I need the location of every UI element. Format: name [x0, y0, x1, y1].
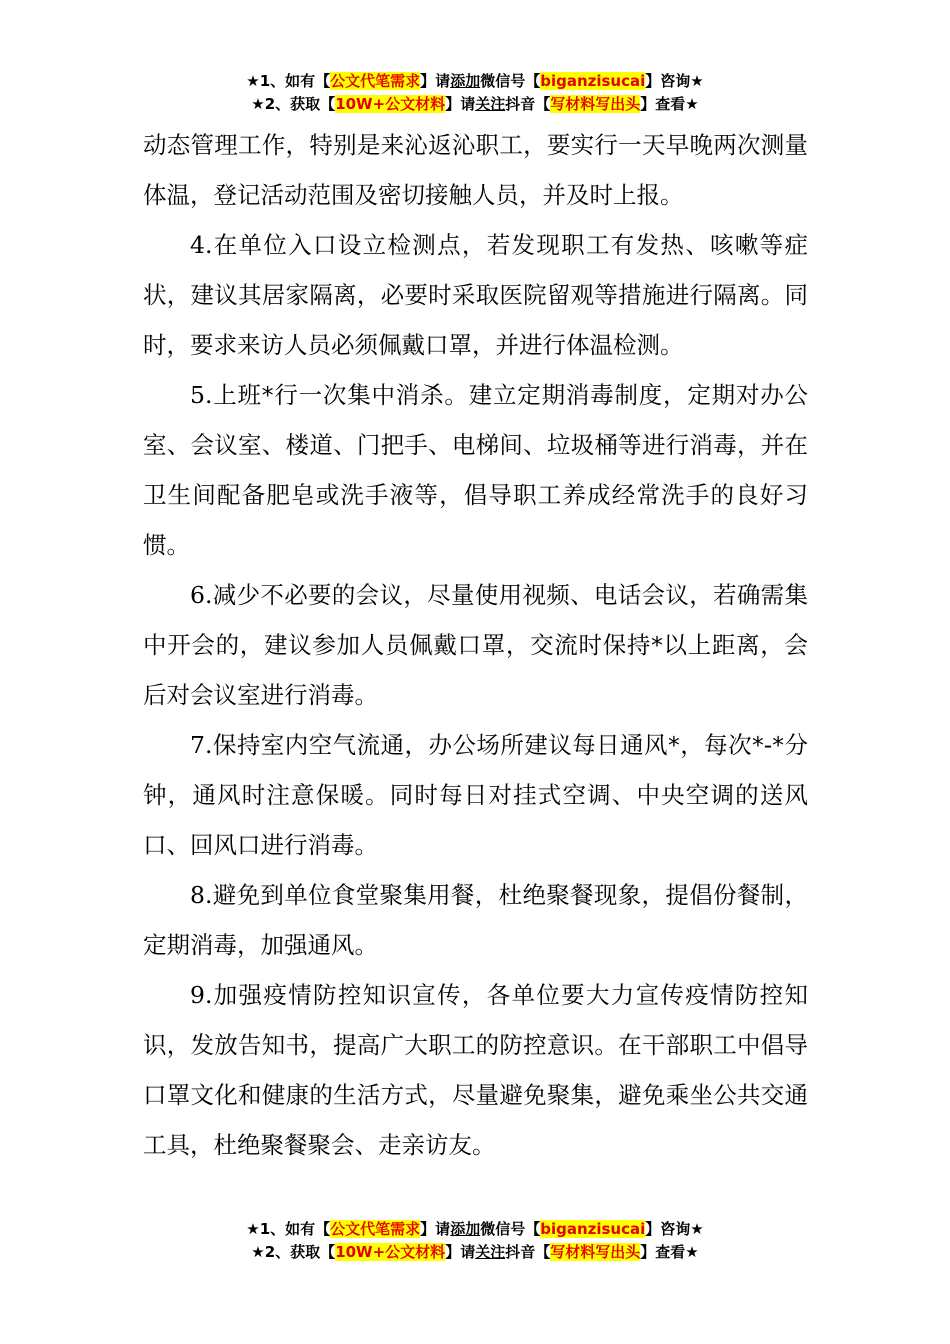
banner-text: 】请 [445, 1243, 476, 1261]
banner-underlined-text: 添加 [450, 1220, 481, 1238]
item-text: 保持室内空气流通，办公场所建议每日通风*，每次*-*分钟，通风时注意保暖。同时每日对挂式空调、中央空调的送风口、回风口进行消毒。 [143, 731, 808, 859]
banner-text: 微信号【 [480, 1220, 541, 1238]
header-banner-line-1 [0, 70, 950, 92]
paragraph-item-4 [143, 220, 808, 370]
document-body [143, 120, 808, 1170]
item-text: 上班*行一次集中消杀。建立定期消毒制度，定期对办公室、会议室、楼道、门把手、电梯间、垃圾桶等进行消毒，并在卫生间配备肥皂或洗手液等，倡导职工养成经常洗手的良好习惯。 [143, 381, 808, 559]
item-number: 9. [190, 981, 213, 1009]
banner-suffix: 】查看★ [640, 95, 699, 113]
banner-underlined-text: 关注 [475, 1243, 506, 1261]
banner-highlight-account: 写材料写出头 [550, 1243, 641, 1261]
item-number: 5. [190, 381, 213, 409]
banner-highlight-wechat-id: biganzisucai [540, 72, 646, 90]
banner-prefix: ★1、如有【 [246, 72, 331, 90]
banner-highlight-service: 公文代笔需求 [330, 72, 421, 90]
paragraph-item-8 [143, 870, 808, 970]
banner-suffix: 】咨询★ [645, 1220, 704, 1238]
footer-banner-line-2 [0, 1241, 950, 1263]
banner-prefix: ★1、如有【 [246, 1220, 331, 1238]
item-text: 加强疫情防控知识宣传，各单位要大力宣传疫情防控知识，发放告知书，提高广大职工的防控意识。在干部职工中倡导口罩文化和健康的生活方式，尽量避免聚集，避免乘坐公共交通工具，杜绝聚餐聚会、走亲访友。 [143, 981, 808, 1159]
item-number: 7. [190, 731, 213, 759]
banner-highlight-materials: 10W+公文材料 [335, 95, 446, 113]
banner-text: 】请 [445, 95, 476, 113]
item-number: 8. [190, 881, 213, 909]
item-text: 减少不必要的会议，尽量使用视频、电话会议，若确需集中开会的，建议参加人员佩戴口罩，交流时保持*以上距离，会后对会议室进行消毒。 [143, 581, 808, 709]
paragraph-continued: 动态管理工作，特别是来沁返沁职工，要实行一天早晚两次测量体温，登记活动范围及密切接触人员，并及时上报。 [143, 131, 808, 209]
banner-prefix: ★2、获取【 [251, 1243, 336, 1261]
banner-highlight-account: 写材料写出头 [550, 95, 641, 113]
header-banner-line-2 [0, 93, 950, 115]
banner-underlined-text: 关注 [475, 95, 506, 113]
banner-text: 微信号【 [480, 72, 541, 90]
banner-text: 抖音【 [505, 95, 551, 113]
item-text: 避免到单位食堂聚集用餐，杜绝聚餐现象，提倡份餐制，定期消毒，加强通风。 [143, 881, 808, 959]
item-text: 在单位入口设立检测点，若发现职工有发热、咳嗽等症状，建议其居家隔离，必要时采取医院留观等措施进行隔离。同时，要求来访人员必须佩戴口罩，并进行体温检测。 [143, 231, 808, 359]
banner-highlight-service: 公文代笔需求 [330, 1220, 421, 1238]
banner-prefix: ★2、获取【 [251, 95, 336, 113]
paragraph-item-5 [143, 370, 808, 570]
item-number: 6. [190, 581, 213, 609]
banner-highlight-wechat-id: biganzisucai [540, 1220, 646, 1238]
banner-suffix: 】查看★ [640, 1243, 699, 1261]
banner-text: 】请 [420, 1220, 451, 1238]
banner-text: 抖音【 [505, 1243, 551, 1261]
footer-banner-line-1 [0, 1218, 950, 1240]
banner-suffix: 】咨询★ [645, 72, 704, 90]
banner-underlined-text: 添加 [450, 72, 481, 90]
paragraph-item-7 [143, 720, 808, 870]
banner-text: 】请 [420, 72, 451, 90]
item-number: 4. [190, 231, 213, 259]
paragraph-item-6 [143, 570, 808, 720]
paragraph-item-9 [143, 970, 808, 1170]
banner-highlight-materials: 10W+公文材料 [335, 1243, 446, 1261]
